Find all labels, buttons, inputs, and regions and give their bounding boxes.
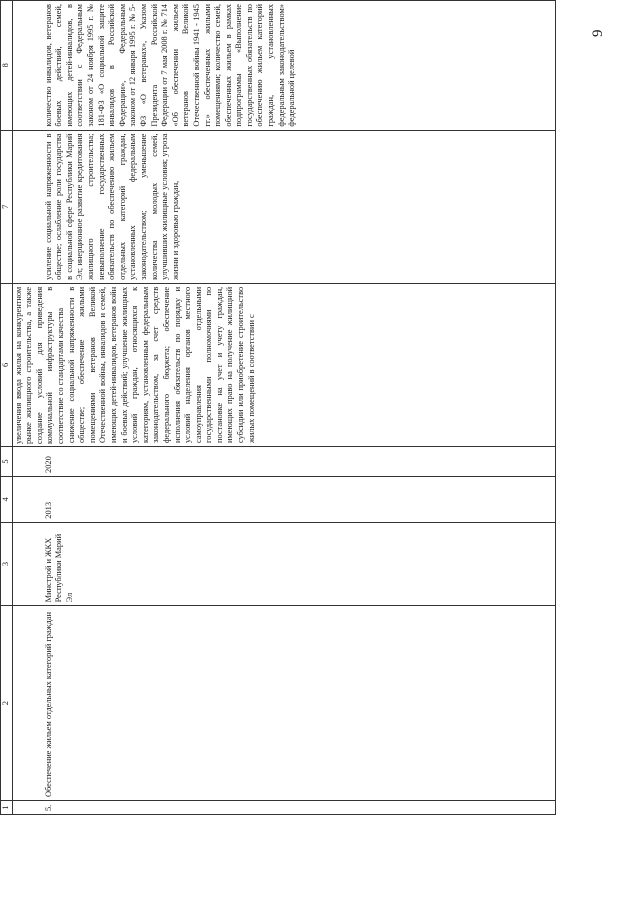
row-number-cell — [12, 801, 555, 815]
executor: Минстрой и ЖКХ Республики Марий Эл — [43, 533, 74, 603]
executor-cell — [12, 522, 555, 606]
measure-name: Обеспечение жильем отдельных категорий граждан — [43, 612, 53, 798]
end-year-cell — [12, 447, 555, 477]
end-year: 2020 — [43, 456, 53, 473]
expected-result-cell — [12, 283, 555, 446]
column-number: 2 — [1, 606, 13, 801]
column-number: 7 — [1, 130, 13, 283]
measure-name-cell — [12, 606, 555, 801]
indicators-cell — [12, 1, 555, 131]
page-number: 9 — [590, 29, 606, 37]
column-number: 4 — [1, 476, 13, 522]
row-number: 5. — [43, 804, 53, 811]
indicators: количество инвалидов, ветеранов боевых действий, семей, имеющих детей-инвалидов, в соответствии с Федеральным законом от 24 ноября 1995 г. № 181-ФЗ «О социальной защите инвалидов в Российской Федерации», Федеральным законом от 12 января 1995 г. № 5-ФЗ «О ветеранах», Указом Президента Российской Федерации от 7 мая 2008 г. № 714 «Об обеспечении жильем ветеранов Великой Отечественной войны 1941 - 1945 гг.» обеспеченных жилыми помещениями; количество семей, обеспеченных жильем в рамках подпрограммы «Выполнение государственных обязательств по обеспечению жильем категорий граждан, установленных федеральным законодательством» федеральной целевой — [43, 4, 297, 127]
continued-text: увеличения ввода жилья на конкурентном рынке жилищного строительства, а также создание условий для приведения коммунальной инфраструктуры в соответствие со стандартами качества — [13, 286, 65, 444]
column-number: 3 — [1, 522, 13, 606]
expected-result: снижение социальной напряженности в обществе; обеспечение жилыми помещениями ветеранов Великой Отечественной войны, инвалидов и семей, имеющих детей-инвалидов, ветеранов войн и боевых действий; улучшение жилищных условий граждан, относящихся к категориям, установленным федеральным законодательством, за счет средств федерального бюджета; обеспечение исполнения обязательств по порядку и условий наделения органов местного самоуправления отдельными государственными полномочиями по постановке на учет и учету граждан, имеющих право на получение жилищной субсидии или приобретение строительство жилых помещений в соответствии с — [66, 286, 256, 443]
consequences-cell — [12, 130, 555, 283]
column-number: 6 — [1, 283, 13, 446]
column-number: 1 — [1, 801, 13, 815]
start-year: 2013 — [43, 501, 53, 519]
table-row — [12, 1, 555, 815]
column-number-row — [1, 1, 13, 815]
column-number: 8 — [1, 1, 13, 131]
start-year-cell — [12, 476, 555, 522]
consequences: усиление социальной напряженности в обществе; ослабление роли государства в социальной сфере Республики Марий Эл; инерционное развитие кредитования жилищного строительства; невыполнение государственных обязательств по обеспечению жильем отдельных категорий граждан, установленных федеральным законодательством; уменьшение количества молодых семей, улучшивших жилищные условия; угроза жизни и здоровью граждан, — [43, 133, 180, 280]
column-number: 5 — [1, 447, 13, 477]
